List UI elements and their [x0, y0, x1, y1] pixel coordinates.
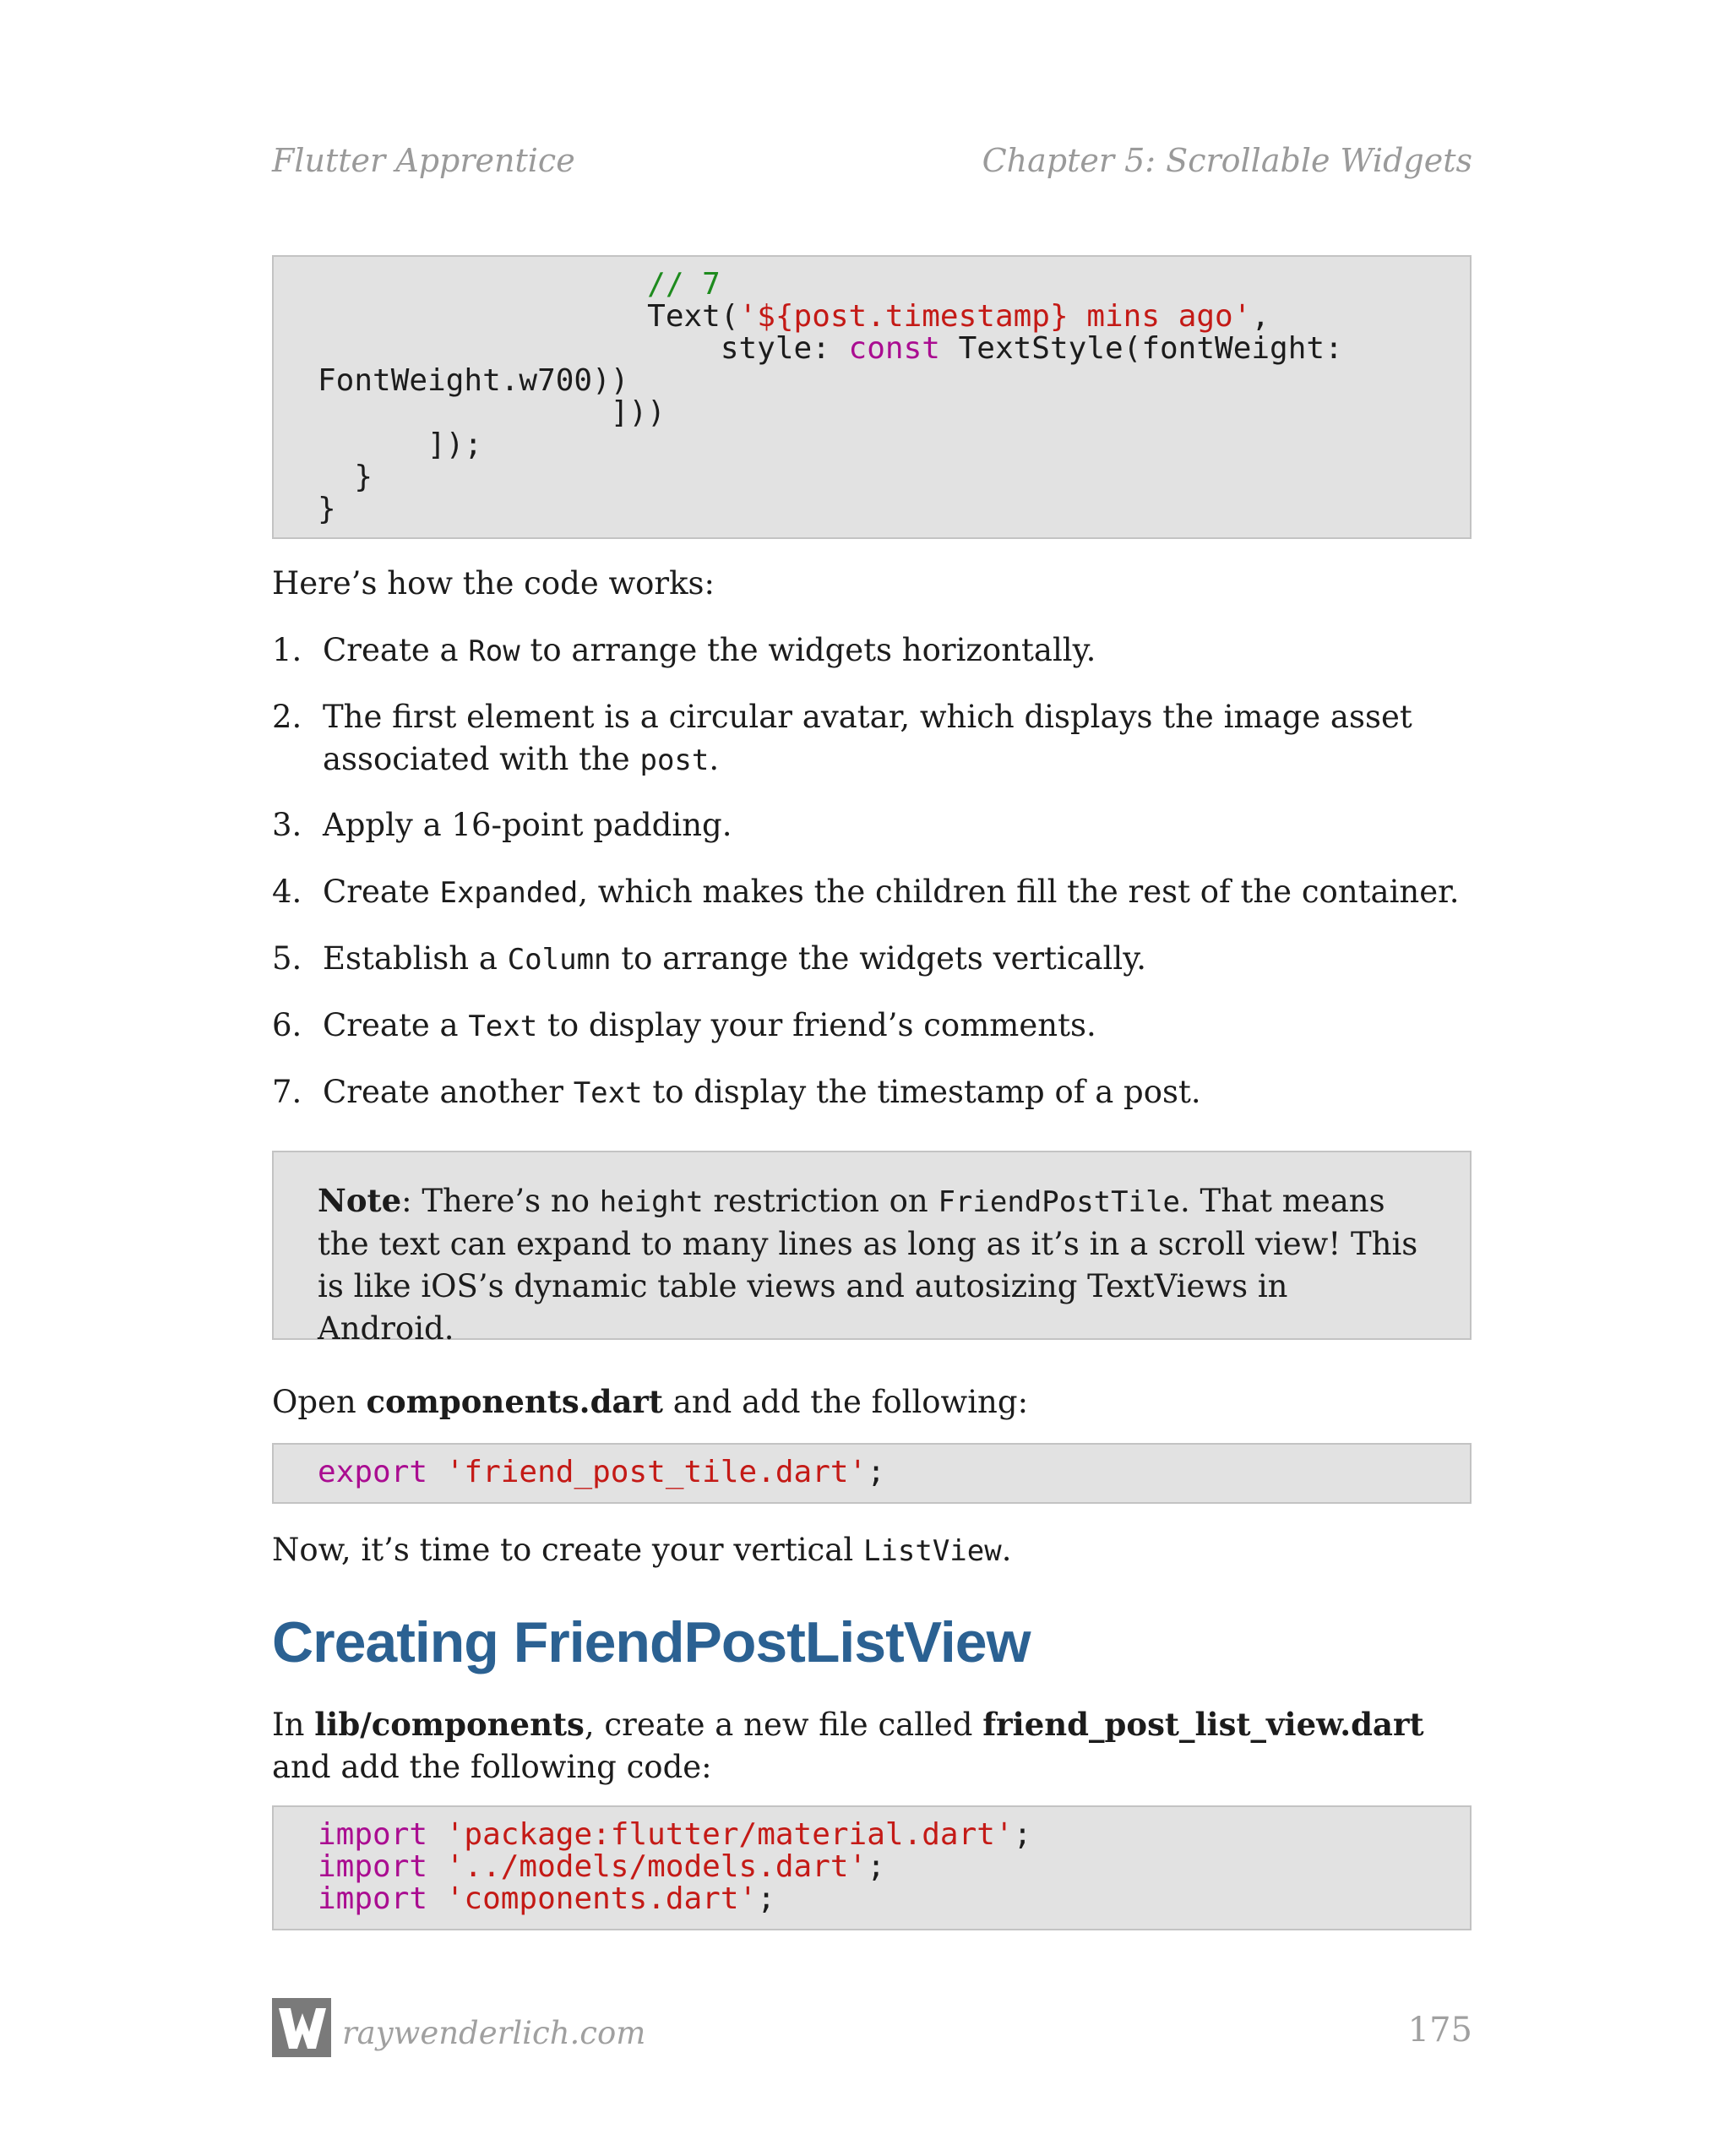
code-line: ])) — [610, 395, 666, 430]
code-line: import '../models/models.dart'; — [318, 1849, 885, 1884]
code-line: import 'package:flutter/material.dart'; — [318, 1817, 1032, 1852]
code-block-imports — [272, 1805, 1472, 1930]
code-line: } — [318, 492, 336, 526]
code-line: FontWeight.w700)) — [318, 363, 629, 398]
code-block-timestamp — [272, 255, 1472, 539]
note-label: Note — [318, 1182, 402, 1219]
raywenderlich-logo-icon — [272, 1998, 331, 2057]
open-components-paragraph: Open components.dart and add the following: — [272, 1383, 1029, 1420]
code-line: } — [354, 460, 373, 494]
note-box — [272, 1151, 1472, 1347]
footer-site-link[interactable]: raywenderlich.com — [342, 2015, 646, 2051]
note-text: Note: There’s no height restriction on FriendPostTile. That means the text can expand to many lines as long as it’s in a scroll view! This is like iOS’s dynamic table views and autosizing TextViews in Android. — [318, 1182, 1418, 1347]
page-number: 175 — [1407, 2011, 1472, 2050]
chapter-title: Chapter 5: Scrollable Widgets — [982, 142, 1472, 179]
intro-paragraph: Here’s how the code works: — [272, 565, 715, 602]
code-line: style: const TextStyle(fontWeight: — [720, 331, 1343, 366]
book-title: Flutter Apprentice — [272, 142, 575, 179]
section-heading: Creating FriendPostListView — [272, 1610, 1031, 1674]
code-line: ]); — [427, 427, 483, 462]
create-file-paragraph: In lib/components, create a new file called friend_post_list_view.dart and add the following code: — [272, 1706, 1424, 1785]
code-line: // 7 — [647, 267, 721, 302]
code-block-export: export 'friend_post_tile.dart'; — [272, 1443, 1472, 1504]
code-line: import 'components.dart'; — [318, 1881, 775, 1916]
now-paragraph: Now, it’s time to create your vertical ListView. — [272, 1532, 1012, 1568]
code-line: Text('${post.timestamp} mins ago', — [647, 299, 1270, 334]
